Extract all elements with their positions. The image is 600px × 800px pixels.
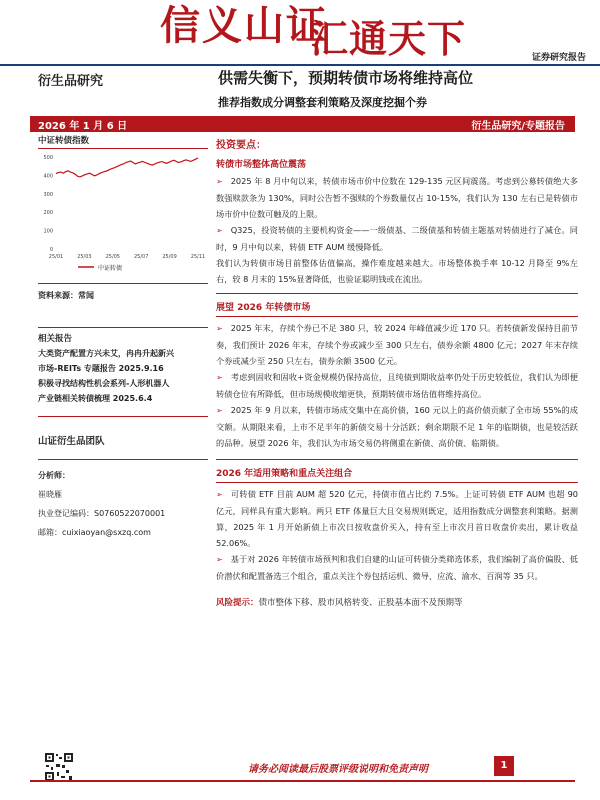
qr-code-icon <box>44 752 74 782</box>
y-tick-label: 100 <box>43 228 53 235</box>
bullet-paragraph: ➢ 2025 年 9 月以来，转债市场成交集中在高价债，160 元以上的高价债贡献了全市场 55%的成交额。从期限来看，上市不足半年的新债交易十分活跃；剩余期限不足 1 年的临期债，也是较活跃的品种。展望 2026 年，我们认为市场交易仍将侧重在新债、高价债、临期债。 <box>216 405 578 448</box>
right-column <box>216 134 578 608</box>
chart-title: 中证转债指数 <box>38 136 90 146</box>
brand-logo-right: 汇通天下 <box>310 16 467 61</box>
y-tick-label: 300 <box>43 191 53 198</box>
chart-source: 资料来源：常闻 <box>38 291 94 300</box>
x-tick-label: 25/09 <box>162 254 177 260</box>
analyst-license: 执业登记编码：S0760522070001 <box>38 509 166 518</box>
risk-label: 风险提示： <box>216 598 259 608</box>
y-tick-label: 500 <box>43 155 53 161</box>
section-heading: 2026 年适用策略和重点关注组合 <box>216 469 353 479</box>
risk-warning <box>216 596 578 608</box>
y-tick-label: 400 <box>43 173 53 180</box>
report-category: 衍生品研究/专题报告 <box>471 121 565 132</box>
header-divider <box>0 64 600 66</box>
bullet-arrow-icon: ➢ <box>216 555 223 564</box>
bullet-arrow-icon: ➢ <box>216 373 223 382</box>
investment-highlights-heading: 投资要点： <box>216 140 266 151</box>
legend-label: 中证转债 <box>98 265 123 272</box>
bullet-paragraph: ➢ 基于对 2026 年转债市场预判和我们自建的山证可转债分类筛选体系，我们编制了高价偏股、低价潜伏和配置备选三个组合，重点关注个券包括运机、微导、应流、渝水、百润等 35 只。 <box>216 554 578 581</box>
x-tick-label: 25/05 <box>105 254 121 260</box>
paragraph: 我们认为转债市场目前整体估值偏高，操作难度越来越大。市场整体换手率 10-12 月降至 9%左右，较 8 月末的 15%显著降低，也验证聪明钱或在流出。 <box>216 258 578 284</box>
report-type: 证券研究报告 <box>531 53 586 62</box>
page-number: 1 <box>494 756 514 776</box>
related-report-item[interactable]: 大类资产配置方兴未艾，冉冉升起新兴 <box>38 349 174 358</box>
bullet-paragraph: ➢ 考虑到固收和固收+资金规模仍保持高位，且纯债到期收益率仍处于历史较低位，我们认为即便转债仓位有所降低，但市场规模收缩更快，预期转债市场估值将维持高位。 <box>216 372 578 399</box>
x-tick-label: 25/03 <box>77 254 92 260</box>
index-chart <box>38 149 208 275</box>
x-tick-label: 25/11 <box>190 254 206 260</box>
header-banner <box>0 0 600 62</box>
bullet-arrow-icon: ➢ <box>216 406 223 415</box>
analyst-label: 分析师： <box>38 471 70 480</box>
bullet-arrow-icon: ➢ <box>216 177 223 186</box>
section-name: 衍生品研究 <box>38 74 104 89</box>
related-reports-heading: 相关报告 <box>38 334 73 344</box>
bullet-paragraph: ➢ 2025 年末，存续个券已不足 380 只，较 2024 年峰值减少近 170 只。若转债新发保持目前节奏，我们预计 2026 年末，存续个券或减少至 300 只左右，债券余额 4800 亿元；2027 年末存续个券或减少至 250 只左右，债券余额 3500 亿元。 <box>216 323 578 366</box>
y-tick-label: 0 <box>49 247 53 253</box>
analyst-email[interactable]: 邮箱：cuixiaoyan@sxzq.com <box>38 528 151 537</box>
brand-logo-left: 信义山证 <box>160 2 328 49</box>
bullet-arrow-icon: ➢ <box>216 324 223 333</box>
report-date: 2026 年 1 月 6 日 <box>38 121 128 132</box>
risk-text: 债市整体下移、股市风格转变、正股基本面不及预期等 <box>258 598 463 608</box>
x-tick-label: 25/01 <box>48 254 64 260</box>
page-subtitle: 推荐指数成分调整套利策略及深度挖掘个券 <box>218 96 427 109</box>
bullet-arrow-icon: ➢ <box>216 490 223 499</box>
date-bar <box>30 116 575 132</box>
left-column <box>38 134 208 538</box>
x-tick-label: 25/07 <box>133 254 149 260</box>
bullet-paragraph: ➢ 可转债 ETF 目前 AUM 超 520 亿元，持债市值占比约 7.5%。上证可转债 ETF AUM 也超 90 亿元，同样具有重大影响。两只 ETF 体量巨大且交易规则既定，适用指数成分调整套利策略。据测算，2025 年 1 月开始新债上市次日按收盘价买入，持有至上市次月首日收盘价卖出，累计收益 52.06%。 <box>216 489 578 548</box>
footer-divider <box>30 780 575 782</box>
analyst-name: 崔晓雁 <box>38 490 62 499</box>
section-heading: 转债市场整体高位震荡 <box>216 160 307 170</box>
bullet-paragraph: ➢ Q325，投资转债的主要机构资金——一级债基、二级债基和转债主题基对转债进行了减仓。同时，9 月中旬以来，转债 ETF AUM 缓慢降低。 <box>216 225 578 252</box>
series-line-zhongzheng-zhuanzhai <box>56 158 198 177</box>
y-tick-label: 200 <box>43 210 53 217</box>
related-report-item[interactable]: 产业链相关转债梳理 2025.6.4 <box>38 394 153 403</box>
disclaimer-notice[interactable]: 请务必阅读最后股票评级说明和免责声明 <box>248 764 428 775</box>
related-report-item[interactable]: 市场-REITs 专题报告 2025.9.16 <box>38 364 164 373</box>
section-heading: 展望 2026 年转债市场 <box>216 303 311 313</box>
related-report-item[interactable]: 积极寻找结构性机会系列-人形机器人 <box>38 379 170 388</box>
page-title: 供需失衡下，预期转债市场将维持高位 <box>218 69 474 87</box>
bullet-paragraph: ➢ 2025 年 8 月中旬以来，转债市场市价中位数在 129-135 元区间震荡。考虑到公募转债绝大多数强赎款条为 130%，同时公告暂不强赎的个券数量仅占 10-15%，我们认为 130 左右已是转债市场市价中位数可触及的上限。 <box>216 176 578 219</box>
team-name: 山证衍生品团队 <box>38 436 105 447</box>
bullet-arrow-icon: ➢ <box>216 226 223 235</box>
